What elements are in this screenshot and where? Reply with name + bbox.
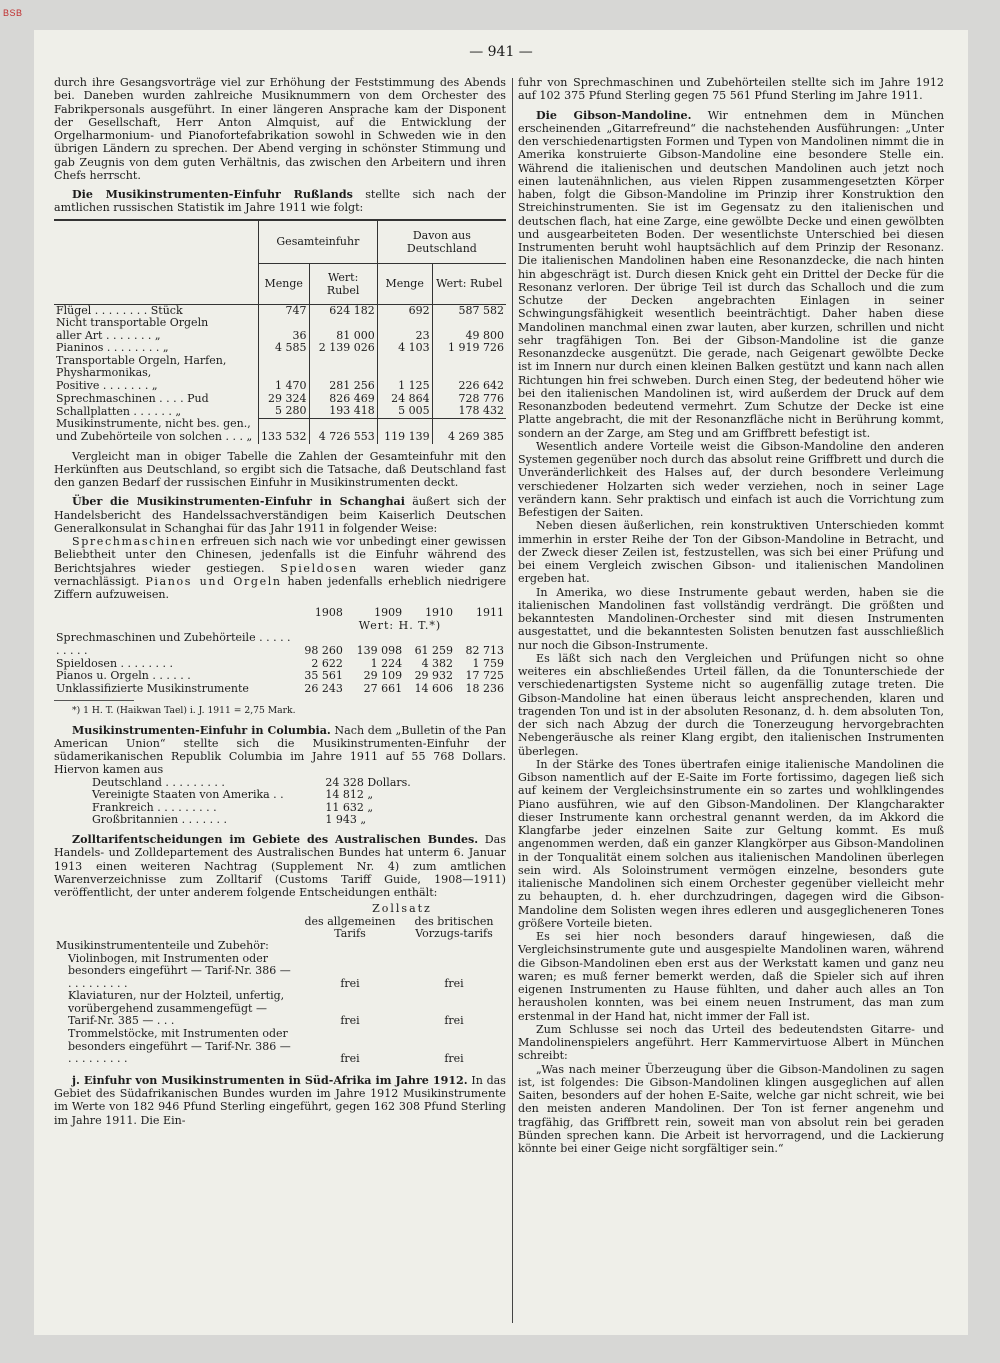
paragraph: Wesentlich andere Vorteile weist die Gibson-Mandoline den anderen Systemen gegenüber noch durch das absolut reine Griffbrett und durch die Unveränderlichkeit des Halses auf, der durch besondere Verleimung verschiedener Holzarten sich weder verziehen, noch in seiner Lage verändern kann. Sehr praktisch und einfach ist auch die Vorrichtung zum Befestigen der Saiten. [518, 439, 944, 519]
row-label: Großbritannien . . . . . . . [92, 813, 228, 827]
section-heading: Zolltarifentscheidungen im Gebiete des Australischen Bundes. [72, 833, 479, 847]
cell: 1 943 „ [325, 813, 367, 827]
year-header: 1909 [374, 606, 403, 620]
row-label: Pianinos . . . . . . . . „ [56, 341, 169, 355]
row-label: aller Art . . . . . . . „ [56, 328, 161, 342]
cell: 139 098 [356, 644, 403, 658]
shanghai-quote [54, 535, 506, 601]
cell: 26 243 [304, 681, 343, 695]
cell: 27 661 [363, 681, 403, 695]
cell: 624 182 [309, 304, 377, 317]
cell: 23 [377, 330, 432, 343]
table-row [54, 990, 506, 1028]
shanghai-import-table [54, 607, 506, 695]
cell: 49 800 [432, 330, 506, 343]
row-label: Sprechmaschinen . . . . Pud [56, 391, 209, 405]
table-column-header: des allgemeinen Tarifs [304, 914, 396, 940]
quote-paragraph: „Was nach meiner Überzeugung über die Gibson-Mandolinen zu sagen ist, ist folgendes: Die Gibson-Mandolinen klingen ausgeglichen auf allen Saiten, besonders auf der hohen E-Saite, welche gar nicht schreit, wie bei den meisten anderen Mandolinen. Der Ton ist ferner angenehm und tragfähig, das Griffbrett rein, soweit man von absolut rein bei geraden Bünden sprechen kann. Die Arbeit ist hervorragend, und die Lackierung könnte bei einer Geige nicht sorgfältiger sein.“ [518, 1062, 944, 1155]
cell: 29 109 [363, 669, 403, 683]
russia-paragraph [54, 188, 506, 215]
cell: frei [444, 976, 464, 990]
row-label: Spieldosen . . . . . . . . [56, 656, 173, 670]
table-row [54, 953, 506, 991]
table-group-header: Gesamteinfuhr [259, 220, 378, 264]
cell: 119 139 [377, 418, 432, 443]
section-heading: j. Einfuhr von Musikinstrumenten in Süd-Afrika im Jahre 1912. [72, 1073, 468, 1087]
library-watermark: BSB [3, 8, 23, 18]
row-label: Transportable Orgeln, Harfen, Physharmonikas, [56, 353, 227, 380]
page-number: — 941 — [469, 44, 533, 60]
row-label: Deutschland . . . . . . . . . [92, 775, 225, 789]
row-label: Unklassifizierte Musikinstrumente [56, 681, 249, 695]
paragraph: Es läßt sich nach den Vergleichen und Prüfungen nicht so ohne weiteres ein abschließendes Urteil fällen, da die Tonunterschiede der verschiedenartigsten Systeme nicht so augenfällig zutage treten. Die Gibson-Mandoline hat einen überaus leicht ansprechenden, klaren und tragenden Ton und ist in der absoluten Resonanz, d. h. dem absoluten Ton, der sich nach Abzug der durch die Tonerzeugung hervorgebrachten Nebengeräusche als reiner Klang ergibt, den italienischen Instrumenten überlegen. [518, 651, 944, 758]
cell: 18 236 [465, 681, 504, 695]
unit-label: Wert: H. T.*) [358, 618, 442, 632]
cell: 11 632 „ [325, 800, 374, 814]
cell: 5 005 [377, 405, 432, 418]
paragraph: Zum Schlusse sei noch das Urteil des bedeutendsten Gitarre- und Mandolinenspielers angeführt. Herr Kammervirtuose Albert in München schreibt: [518, 1022, 944, 1063]
table-column-header: Wert: Rubel [309, 263, 377, 304]
row-label: Frankreich . . . . . . . . . [92, 800, 217, 814]
row-label: Pianos u. Orgeln . . . . . . [56, 669, 191, 683]
cell: 1 470 [259, 380, 310, 393]
table-row [90, 814, 430, 827]
quote-text: haben jedenfalls erheblich niedrigere Ziffern aufzuweisen. [54, 574, 507, 602]
cell: 226 642 [432, 380, 506, 393]
quote-text: waren wieder ganz vernachlässigt. [54, 561, 506, 588]
cell: 1 919 726 [432, 342, 506, 355]
document-page [34, 30, 968, 1335]
row-label: Musikinstrumente, nicht bes. gen., und Zubehörteile von solchen . . . „ [56, 417, 253, 443]
paragraph: fuhr von Sprechmaschinen und Zubehörteilen stellte sich im Jahre 1912 auf 102 375 Pfund Sterling gegen 75 561 Pfund Sterling im Jahre 1911. [518, 76, 944, 103]
paragraph-text: stellte sich nach der amtlichen russischen Statistik im Jahre 1911 wie folgt: [54, 188, 506, 215]
row-label: Schallplatten . . . . . . „ [56, 404, 182, 418]
right-column [518, 76, 944, 1155]
cell: 35 561 [304, 669, 343, 683]
cell: 24 328 Dollars. [325, 775, 411, 789]
table-column-header: Wert: Rubel [432, 263, 506, 304]
russia-import-table [54, 219, 506, 444]
spaced-term: Sprechmaschinen [72, 535, 197, 549]
cell: 747 [259, 304, 310, 317]
cell: 133 532 [259, 418, 310, 443]
column-divider [512, 78, 513, 1323]
row-label: Sprechmaschinen und Zubehörteile . . . . . . . . . . [56, 631, 291, 658]
cell: 178 432 [432, 405, 506, 418]
paragraph: Vergleicht man in obiger Tabelle die Zahlen der Gesamteinfuhr mit den Herkünften aus Deutschland, so ergibt sich die Tatsache, daß Deutschland fast den ganzen Bedarf der russischen Einfuhr in Musikinstrumenten deckt. [54, 449, 506, 490]
cell: 14 812 „ [325, 788, 374, 802]
paragraph: Es sei hier noch besonders darauf hingewiesen, daß die Vergleichsinstrumente gute und ausgespielte Mandolinen waren, während die Gibson-Mandolinen eben erst aus der Werkstatt kamen und ganz neu waren; es muß ferner bemerkt werden, daß die Spieler sich auf ihren eigenen Instrumenten zu Hause fühlten, und daher auch alles an Ton herausholen konnten, was bei einem neuen Instrument, das man zum erstenmal in der Hand hat, nicht immer der Fall ist. [518, 930, 944, 1023]
cell: frei [340, 976, 360, 990]
cell: 281 256 [309, 380, 377, 393]
cell: 82 713 [465, 644, 504, 658]
cell: 1 125 [377, 380, 432, 393]
cell: 98 260 [304, 644, 343, 658]
cell: 29 932 [414, 669, 454, 683]
table-row [54, 1028, 506, 1066]
table-column-header: Menge [377, 263, 432, 304]
cell: 4 382 [421, 656, 454, 670]
cell: 61 259 [414, 644, 454, 658]
cell: 692 [377, 304, 432, 317]
cell: 1 224 [370, 656, 403, 670]
cell: frei [340, 1014, 360, 1028]
section-heading: Über die Musikinstrumenten-Einfuhr in Schanghai [72, 495, 405, 509]
row-label: Klaviaturen, nur der Holzteil, unfertig, vorübergehend zusammengefügt — Tarif-Nr. 385 — . . . [68, 989, 285, 1028]
cell: 2 622 [311, 656, 343, 670]
table-group-label: Musikinstrumententeile und Zubehör: [56, 938, 269, 952]
year-header: 1908 [314, 606, 343, 620]
paragraph: Neben diesen äußerlichen, rein konstruktiven Unterschieden kommt immerhin in erster Reihe der Ton der Gibson-Mandoline in Betracht, und der Zweck dieser Zeilen ist, festzustellen, was sich bei einer Prüfung und bei einem Vergleich zwischen Gibson- und italienischen Mandolinen ergeben hat. [518, 519, 944, 586]
section-heading: Die Musikinstrumenten-Einfuhr Rußlands [72, 188, 353, 201]
cell: 36 [259, 330, 310, 343]
section-heading: Musikinstrumenten-Einfuhr in Columbia. [72, 723, 331, 737]
cell: 17 725 [465, 669, 504, 683]
table-row [54, 355, 506, 380]
cell: 4 269 385 [432, 418, 506, 443]
row-label: Vereinigte Staaten von Amerika . . [92, 788, 284, 802]
cell: 14 606 [414, 681, 454, 695]
table-row [54, 683, 506, 696]
cell: 5 280 [259, 405, 310, 418]
cell: 728 776 [432, 393, 506, 406]
table-row [54, 632, 506, 657]
cell: 826 469 [309, 393, 377, 406]
table-column-header: Menge [259, 263, 310, 304]
paragraph-text: In das Gebiet des Südafrikanischen Bundes wurden im Jahre 1912 Musikinstrumente im Werte von 182 946 Pfund Sterling eingeführt, gegen 162 308 Pfund Sterling im Jahre 1911. Die Ein- [54, 1073, 506, 1127]
row-label: Positive . . . . . . . „ [56, 379, 158, 393]
cell: 24 864 [377, 393, 432, 406]
table-row [54, 670, 506, 683]
paragraph: durch ihre Gesangsvorträge viel zur Erhöhung der Feststimmung des Abends bei. Daneben wurden zahlreiche Musiknummern von dem Orchester des Fabrikpersonals ausgeführt. In einer längeren Ansprache kam der Disponent der Gesellschaft, Herr Anton Almquist, auf die Entwicklung der Orgelharmonium- und Pianofortefabrikation sowohl in Schweden wie in den übrigen Ländern zu sprechen. Der Abend verging in schönster Stimmung und gab Zeugnis von dem guten Verhältnis, das zwischen den Arbeitern und ihren Chefs herrscht. [54, 76, 506, 182]
year-header: 1911 [476, 606, 504, 620]
footnote-rule [54, 700, 134, 701]
table-column-header: des britischen Vorzugs-tarifs [414, 914, 494, 940]
southafrica-paragraph [54, 1074, 506, 1127]
row-label: Flügel . . . . . . . . Stück [56, 303, 183, 317]
cell: 4 103 [377, 342, 432, 355]
cell: 29 324 [259, 393, 310, 406]
cell: 587 582 [432, 304, 506, 317]
row-label: Violinbogen, mit Instrumenten oder besonders eingeführt — Tarif-Nr. 386 — . . . . . . . . . [68, 951, 291, 990]
table-row [54, 342, 506, 355]
cell: frei [340, 1052, 360, 1066]
row-label: Trommelstöcke, mit Instrumenten oder besonders eingeführt — Tarif-Nr. 386 — . . . . . . . . . [68, 1027, 291, 1066]
table-group-header: Zollsatz [372, 902, 432, 916]
cell: 81 000 [309, 330, 377, 343]
paragraph-text: Das Handels- und Zolldepartement des Australischen Bundes hat unterm 6. Januar 1913 einen weiteren Nachtrag (Supplement Nr. 4) zum amtlichen Warenverzeichnisse zum Zolltarif (Customs Tariff Guide, 1908—1911) veröffentlicht, der unter anderem folgende Entscheidungen enthält: [54, 833, 506, 900]
table-row [54, 380, 506, 393]
paragraph: In Amerika, wo diese Instrumente gebaut werden, haben sie die italienischen Mandolinen fast vollständig verdrängt. Die größten und bekanntesten Mandolinen-Orchester sind mit diesen Instrumenten ausgestattet, und die bekanntesten Solisten benutzen fast ausschließlich nur noch die Gibson-Instrumente. [518, 585, 944, 652]
spaced-term: Spieldosen [280, 561, 358, 575]
cell: 4 585 [259, 342, 310, 355]
cell: 1 759 [472, 656, 504, 670]
year-header: 1910 [425, 606, 454, 620]
columbia-paragraph [54, 724, 506, 777]
quote-text: erfreuen sich nach wie vor unbedingt einer gewissen Beliebtheit unter den Chinesen, jedenfalls ist die Einfuhr während des Berichtsjahres wieder gestiegen. [54, 535, 506, 575]
left-column [54, 76, 506, 1127]
table-row [54, 317, 506, 330]
row-label: Nicht transportable Orgeln [56, 316, 209, 330]
paragraph: In der Stärke des Tones übertrafen einige italienische Mandolinen die Gibson namentlich auf der E-Saite im Forte fortissimo, dagegen ließ sich auf keinem der Vergleichsinstrumente ein so zartes und wohlklingendes Piano ausführen, wie auf den Gibson-Mandolinen. Der Klangcharakter dieser Instrumente kann orchestral genannt werden, da im Akkord die Klangfarbe jeder einzelnen Saite zur Geltung kommt. Es muß angenommen werden, daß ein ganzer Klangkörper aus Gibson-Mandolinen in der Tonqualität einem solchen aus italienischen Mandolinen überlegen sein wird. Als Soloinstrument vermögen einzelne, besonders gute italienische Mandolinen sich einem Orchester gegenüber vielleicht mehr zu behaupten, d. h. eher durchzudringen, dagegen wird die Gibson-Mandoline dem Solisten wegen ihres edleren und ausgeglicheneren Tones größere Vorteile bieten. [518, 757, 944, 930]
paragraph-text: Wir entnehmen dem in München erscheinenden „Gitarrefreund“ die nachstehenden Ausführungen: „Unter den verschiedenartigsten Formen und Typen von Mandolinen nimmt die in Amerika konstruierte Gibson-Mandoline eine besondere Stelle ein. Während die italienischen und deutschen Mandolinen auch jetzt noch einen lautenähnlichen, aus vielen Rippen zusammengesetzten Körper haben, folgt die Gibson-Mandoline im Prinzip ihrer Konstruktion den Streichinstrumenten. Sie ist im Gegensatz zu den italienischen und deutschen flach, hat eine Zarge, eine gewölbte Decke und einen gewölbten und ausgearbeiteten Boden. Der wesentlichste Unterschied bei diesen Instrumenten beruht wohl hauptsächlich auf dem Prinzip der Resonanz. Die italienischen Mandolinen haben eine Resonanzdecke, die nach hinten hin abgeschrägt ist. Durch diesen Knick geht ein Drittel der Decke für die Resonanz verloren. Der übrige Teil ist durch das Schalloch und die zum Schutze der Decken angebrachten Einlagen in seiner Schwingungsfähigkeit wesentlich beeinträchtigt. Daher haben diese Mandolinen manchmal einen zwar lauten, aber kurzen, schrillen und nicht sehr tragfähigen Ton. Bei der Gibson-Mandoline ist die ganze Resonanzdecke ausgenützt. Die gerade, nach Geigenart gewölbte Decke ist im Innern nur durch einen kleinen Balken gestützt und kann nach allen Richtungen hin frei schweben. Durch einen Steg, der bedeutend höher wie bei den italienischen Mandolinen ist, wird außerdem der Druck auf dem Resonanzboden bedeutend vermehrt. Zum Schutze der Decke ist eine Platte angebracht, die mit der Resonanzfläche nicht in Berührung kommt, sondern an der Zarge, am Steg und am Griffbrett befestigt ist. [518, 108, 945, 440]
columbia-origins-table [90, 777, 430, 827]
paragraph-text: äußert sich der Handelsbericht des Handelssachverständigen beim Kaiserlich Deutschen Generalkonsulat in Schanghai für das Jahr 1911 in folgender Weise: [54, 495, 506, 535]
cell: 193 418 [309, 405, 377, 418]
cell: 2 139 026 [309, 342, 377, 355]
australia-paragraph [54, 833, 506, 899]
footnote: *) 1 H. T. (Haikwan Tael) i. J. 1911 = 2,75 Mark. [72, 705, 296, 717]
table-row [90, 789, 430, 802]
cell: 4 726 553 [309, 418, 377, 443]
gibson-paragraph [518, 109, 944, 440]
australia-tariff-table [54, 903, 506, 1066]
paragraph-text: Nach dem „Bulletin of the Pan American Union“ stellte sich die Musikinstrumenten-Einfuhr der südamerikanischen Republik Columbia im Jahre 1911 auf 55 768 Dollars. Hiervon kamen aus [54, 723, 507, 777]
shanghai-paragraph [54, 495, 506, 535]
table-row [54, 418, 506, 443]
cell: frei [444, 1052, 464, 1066]
cell: frei [444, 1014, 464, 1028]
table-group-header: Davon aus Deutschland [377, 220, 506, 264]
section-heading: Die Gibson-Mandoline. [536, 108, 692, 122]
spaced-term: Pianos und Orgeln [145, 574, 282, 588]
